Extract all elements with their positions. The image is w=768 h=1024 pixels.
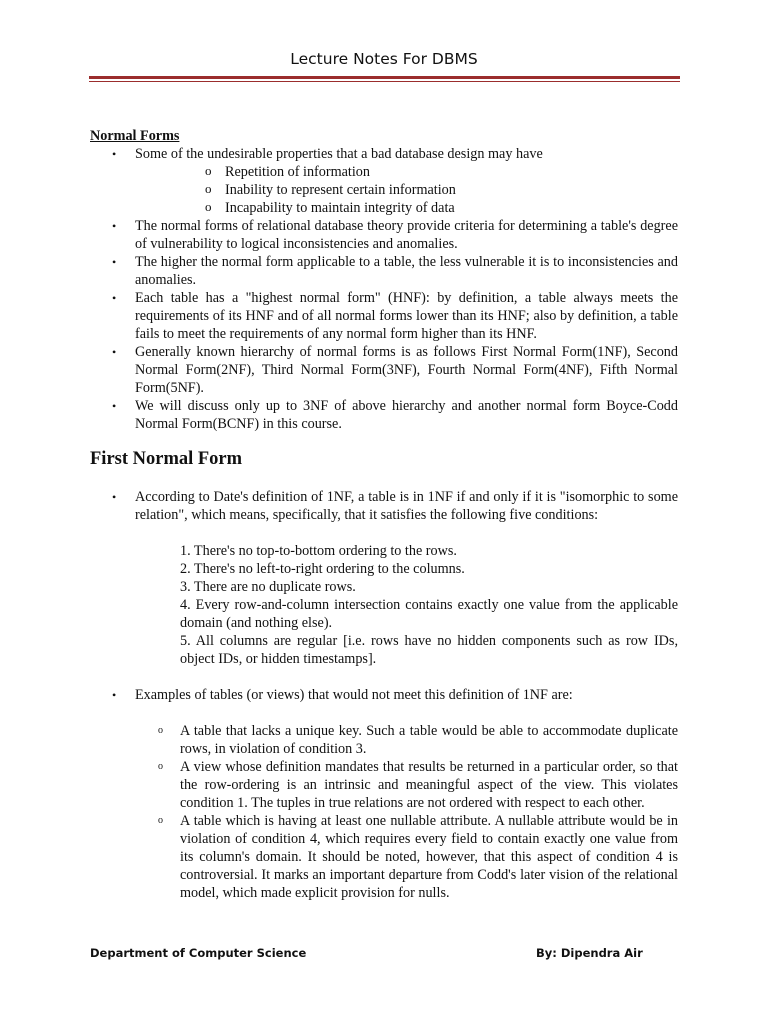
page-content <box>90 127 678 902</box>
list-item <box>90 253 678 289</box>
list-item <box>90 343 678 397</box>
example-item-text: A table that lacks a unique key. Such a table would be able to accommodate duplicate rows, in violation of condition 3. <box>180 723 678 757</box>
list-item <box>90 217 678 253</box>
condition-item: 1. There's no top-to-bottom ordering to the rows. <box>180 543 457 559</box>
circle-bullet-icon: o <box>205 199 212 214</box>
bullet-icon: • <box>112 688 117 702</box>
condition-item: 5. All columns are regular [i.e. rows have no hidden components such as row IDs, object IDs, or hidden timestamps]. <box>180 633 678 667</box>
list-item <box>90 289 678 343</box>
list-item <box>90 397 678 433</box>
circle-bullet-icon: o <box>158 815 163 826</box>
page-header-title: Lecture Notes For DBMS <box>290 50 478 68</box>
footer-department: Department of Computer Science <box>90 946 307 960</box>
example-item <box>90 758 678 812</box>
condition-item: 2. There's no left-to-right ordering to the columns. <box>180 561 465 577</box>
header-rule-thin <box>89 81 680 82</box>
sub-list-item <box>135 181 678 199</box>
condition-item: 3. There are no duplicate rows. <box>180 579 356 595</box>
example-item-text: A table which is having at least one nullable attribute. A nullable attribute would be in violation of condition 4, which requires every field to contain exactly one value from its column's domain. It should be noted, however, that this aspect of condition 4 is controversial. It marks an important departure from Codd's later vision of the relational model, which made explicit provision for nulls. <box>180 813 678 901</box>
first-nf-list <box>90 488 678 524</box>
list-item-text: The normal forms of relational database theory provide criteria for determining a table's degree of vulnerability to logical inconsistencies and anomalies. <box>135 218 678 252</box>
list-item-text: We will discuss only up to 3NF of above hierarchy and another normal form Boyce-Codd Normal Form(BCNF) in this course. <box>135 398 678 432</box>
list-item-text: Examples of tables (or views) that would not meet this definition of 1NF are: <box>135 687 573 703</box>
list-item-text: The higher the normal form applicable to a table, the less vulnerable it is to inconsistencies and anomalies. <box>135 254 678 288</box>
bullet-icon: • <box>112 219 117 233</box>
example-item <box>90 722 678 758</box>
circle-bullet-icon: o <box>205 163 212 178</box>
example-item <box>90 812 678 902</box>
sub-list <box>135 163 678 217</box>
normal-forms-list <box>90 145 678 433</box>
list-item <box>90 488 678 524</box>
sub-list-item-text: Incapability to maintain integrity of data <box>225 200 455 216</box>
condition-item: 4. Every row-and-column intersection contains exactly one value from the applicable domain (and nothing else). <box>180 597 678 631</box>
sub-list-item-text: Repetition of information <box>225 164 370 180</box>
bullet-icon: • <box>112 399 117 413</box>
bullet-icon: • <box>112 255 117 269</box>
circle-bullet-icon: o <box>205 181 212 196</box>
example-item-text: A view whose definition mandates that results be returned in a particular order, so that the row-ordering is an intrinsic and meaningful aspect of the view. This violates condition 1. The tuples in true relations are not ordered with respect to each other. <box>180 759 678 811</box>
bullet-icon: • <box>112 291 117 305</box>
bullet-icon: • <box>112 147 117 161</box>
examples-intro-list <box>90 686 678 704</box>
sub-list-item-text: Inability to represent certain information <box>225 182 456 198</box>
list-item-text: Generally known hierarchy of normal forms is as follows First Normal Form(1NF), Second Normal Form(2NF), Third Normal Form(3NF), Fourth Normal Form(4NF), Fifth Normal Form(5NF). <box>135 344 678 396</box>
list-item-text: Some of the undesirable properties that a bad database design may have <box>135 146 543 162</box>
footer-author: By: Dipendra Air <box>536 946 643 960</box>
list-item <box>90 145 678 217</box>
section-heading-first-normal-form: First Normal Form <box>90 449 243 469</box>
list-item <box>90 686 678 704</box>
bullet-icon: • <box>112 345 117 359</box>
circle-bullet-icon: o <box>158 761 163 772</box>
conditions-list <box>90 542 678 668</box>
sub-list-item <box>135 163 678 181</box>
section-heading-normal-forms: Normal Forms <box>90 128 180 144</box>
circle-bullet-icon: o <box>158 725 163 736</box>
list-item-text: According to Date's definition of 1NF, a table is in 1NF if and only if it is "isomorphic to some relation", which means, specifically, that it satisfies the following five conditions: <box>135 489 678 523</box>
sub-list-item <box>135 199 678 217</box>
examples-list <box>90 722 678 902</box>
bullet-icon: • <box>112 490 117 504</box>
list-item-text: Each table has a "highest normal form" (HNF): by definition, a table always meets the requirements of its HNF and of all normal forms lower than its HNF; also by definition, a table fails to meet the requirements of any normal form higher than its HNF. <box>135 290 678 342</box>
header-rule-thick <box>89 76 680 79</box>
